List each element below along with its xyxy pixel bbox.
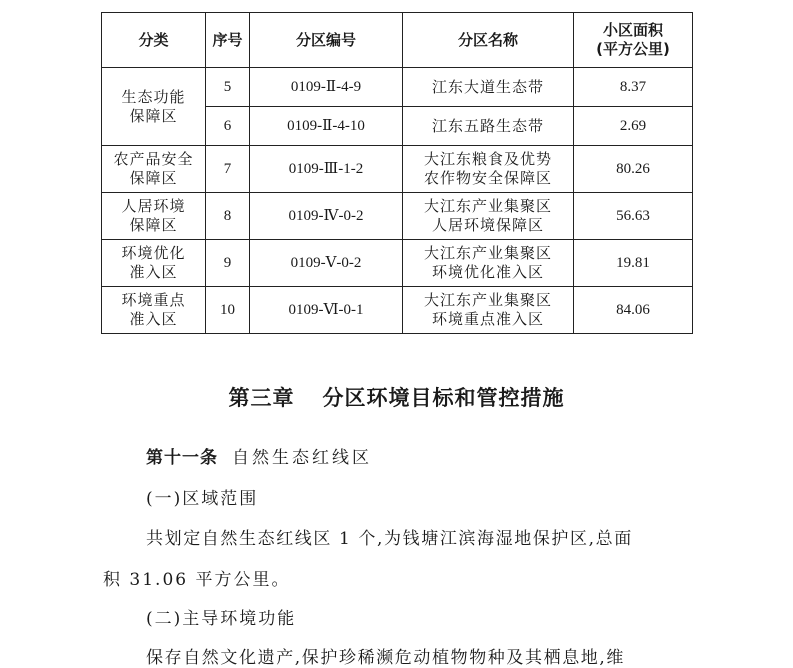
section-heading-scope: (一)区域范围 — [146, 489, 259, 509]
name-cell: 大江东产业集聚区 人居环境保障区 — [403, 193, 574, 240]
name-cell: 江东大道生态带 — [403, 68, 574, 107]
name-cell: 大江东产业集聚区 环境优化准入区 — [403, 240, 574, 287]
category-cell: 生态功能 保障区 — [102, 68, 206, 146]
name-cell: 大江东产业集聚区 环境重点准入区 — [403, 287, 574, 334]
category-cell: 农产品安全 保障区 — [102, 146, 206, 193]
code-cell: 0109-Ⅵ-0-1 — [250, 287, 403, 334]
code-cell: 0109-Ⅱ-4-10 — [250, 107, 403, 146]
article-label: 第十一条 — [146, 448, 218, 468]
index-cell: 10 — [206, 287, 250, 334]
scope-paragraph-line1: 共划定自然生态红线区 1 个,为钱塘江滨海湿地保护区,总面 — [146, 529, 633, 549]
zone-table — [101, 12, 693, 334]
article-heading — [146, 443, 372, 468]
section-heading-function: (二)主导环境功能 — [146, 609, 297, 629]
area-cell: 8.37 — [574, 68, 693, 107]
chapter-heading — [0, 382, 793, 412]
index-cell: 8 — [206, 193, 250, 240]
code-cell: 0109-Ⅴ-0-2 — [250, 240, 403, 287]
area-cell: 56.63 — [574, 193, 693, 240]
header-index: 序号 — [206, 13, 250, 68]
index-cell: 6 — [206, 107, 250, 146]
header-code: 分区编号 — [250, 13, 403, 68]
article-name: 自然生态红线区 — [232, 448, 372, 468]
table-row — [102, 68, 693, 107]
chapter-title: 分区环境目标和管控措施 — [322, 386, 565, 410]
index-cell: 9 — [206, 240, 250, 287]
table-row — [102, 287, 693, 334]
name-cell: 大江东粮食及优势 农作物安全保障区 — [403, 146, 574, 193]
area-cell: 2.69 — [574, 107, 693, 146]
code-cell: 0109-Ⅳ-0-2 — [250, 193, 403, 240]
table-row — [102, 146, 693, 193]
category-cell: 环境优化 准入区 — [102, 240, 206, 287]
index-cell: 7 — [206, 146, 250, 193]
function-paragraph-line1: 保存自然文化遗产,保护珍稀濒危动植物物种及其栖息地,维 — [146, 648, 626, 668]
header-area-line2: (平方公里) — [596, 40, 670, 58]
table-row — [102, 240, 693, 287]
area-cell: 19.81 — [574, 240, 693, 287]
code-cell: 0109-Ⅲ-1-2 — [250, 146, 403, 193]
area-cell: 80.26 — [574, 146, 693, 193]
header-area-line1: 小区面积 — [602, 21, 663, 39]
header-name: 分区名称 — [403, 13, 574, 68]
category-cell: 环境重点 准入区 — [102, 287, 206, 334]
header-category: 分类 — [102, 13, 206, 68]
scope-paragraph-line2: 积 31.06 平方公里。 — [103, 570, 291, 590]
chapter-number: 第三章 — [228, 386, 295, 410]
category-cell: 人居环境 保障区 — [102, 193, 206, 240]
area-cell: 84.06 — [574, 287, 693, 334]
name-cell: 江东五路生态带 — [403, 107, 574, 146]
table-header-row — [102, 13, 693, 68]
table-row — [102, 193, 693, 240]
code-cell: 0109-Ⅱ-4-9 — [250, 68, 403, 107]
index-cell: 5 — [206, 68, 250, 107]
header-area — [574, 13, 693, 68]
